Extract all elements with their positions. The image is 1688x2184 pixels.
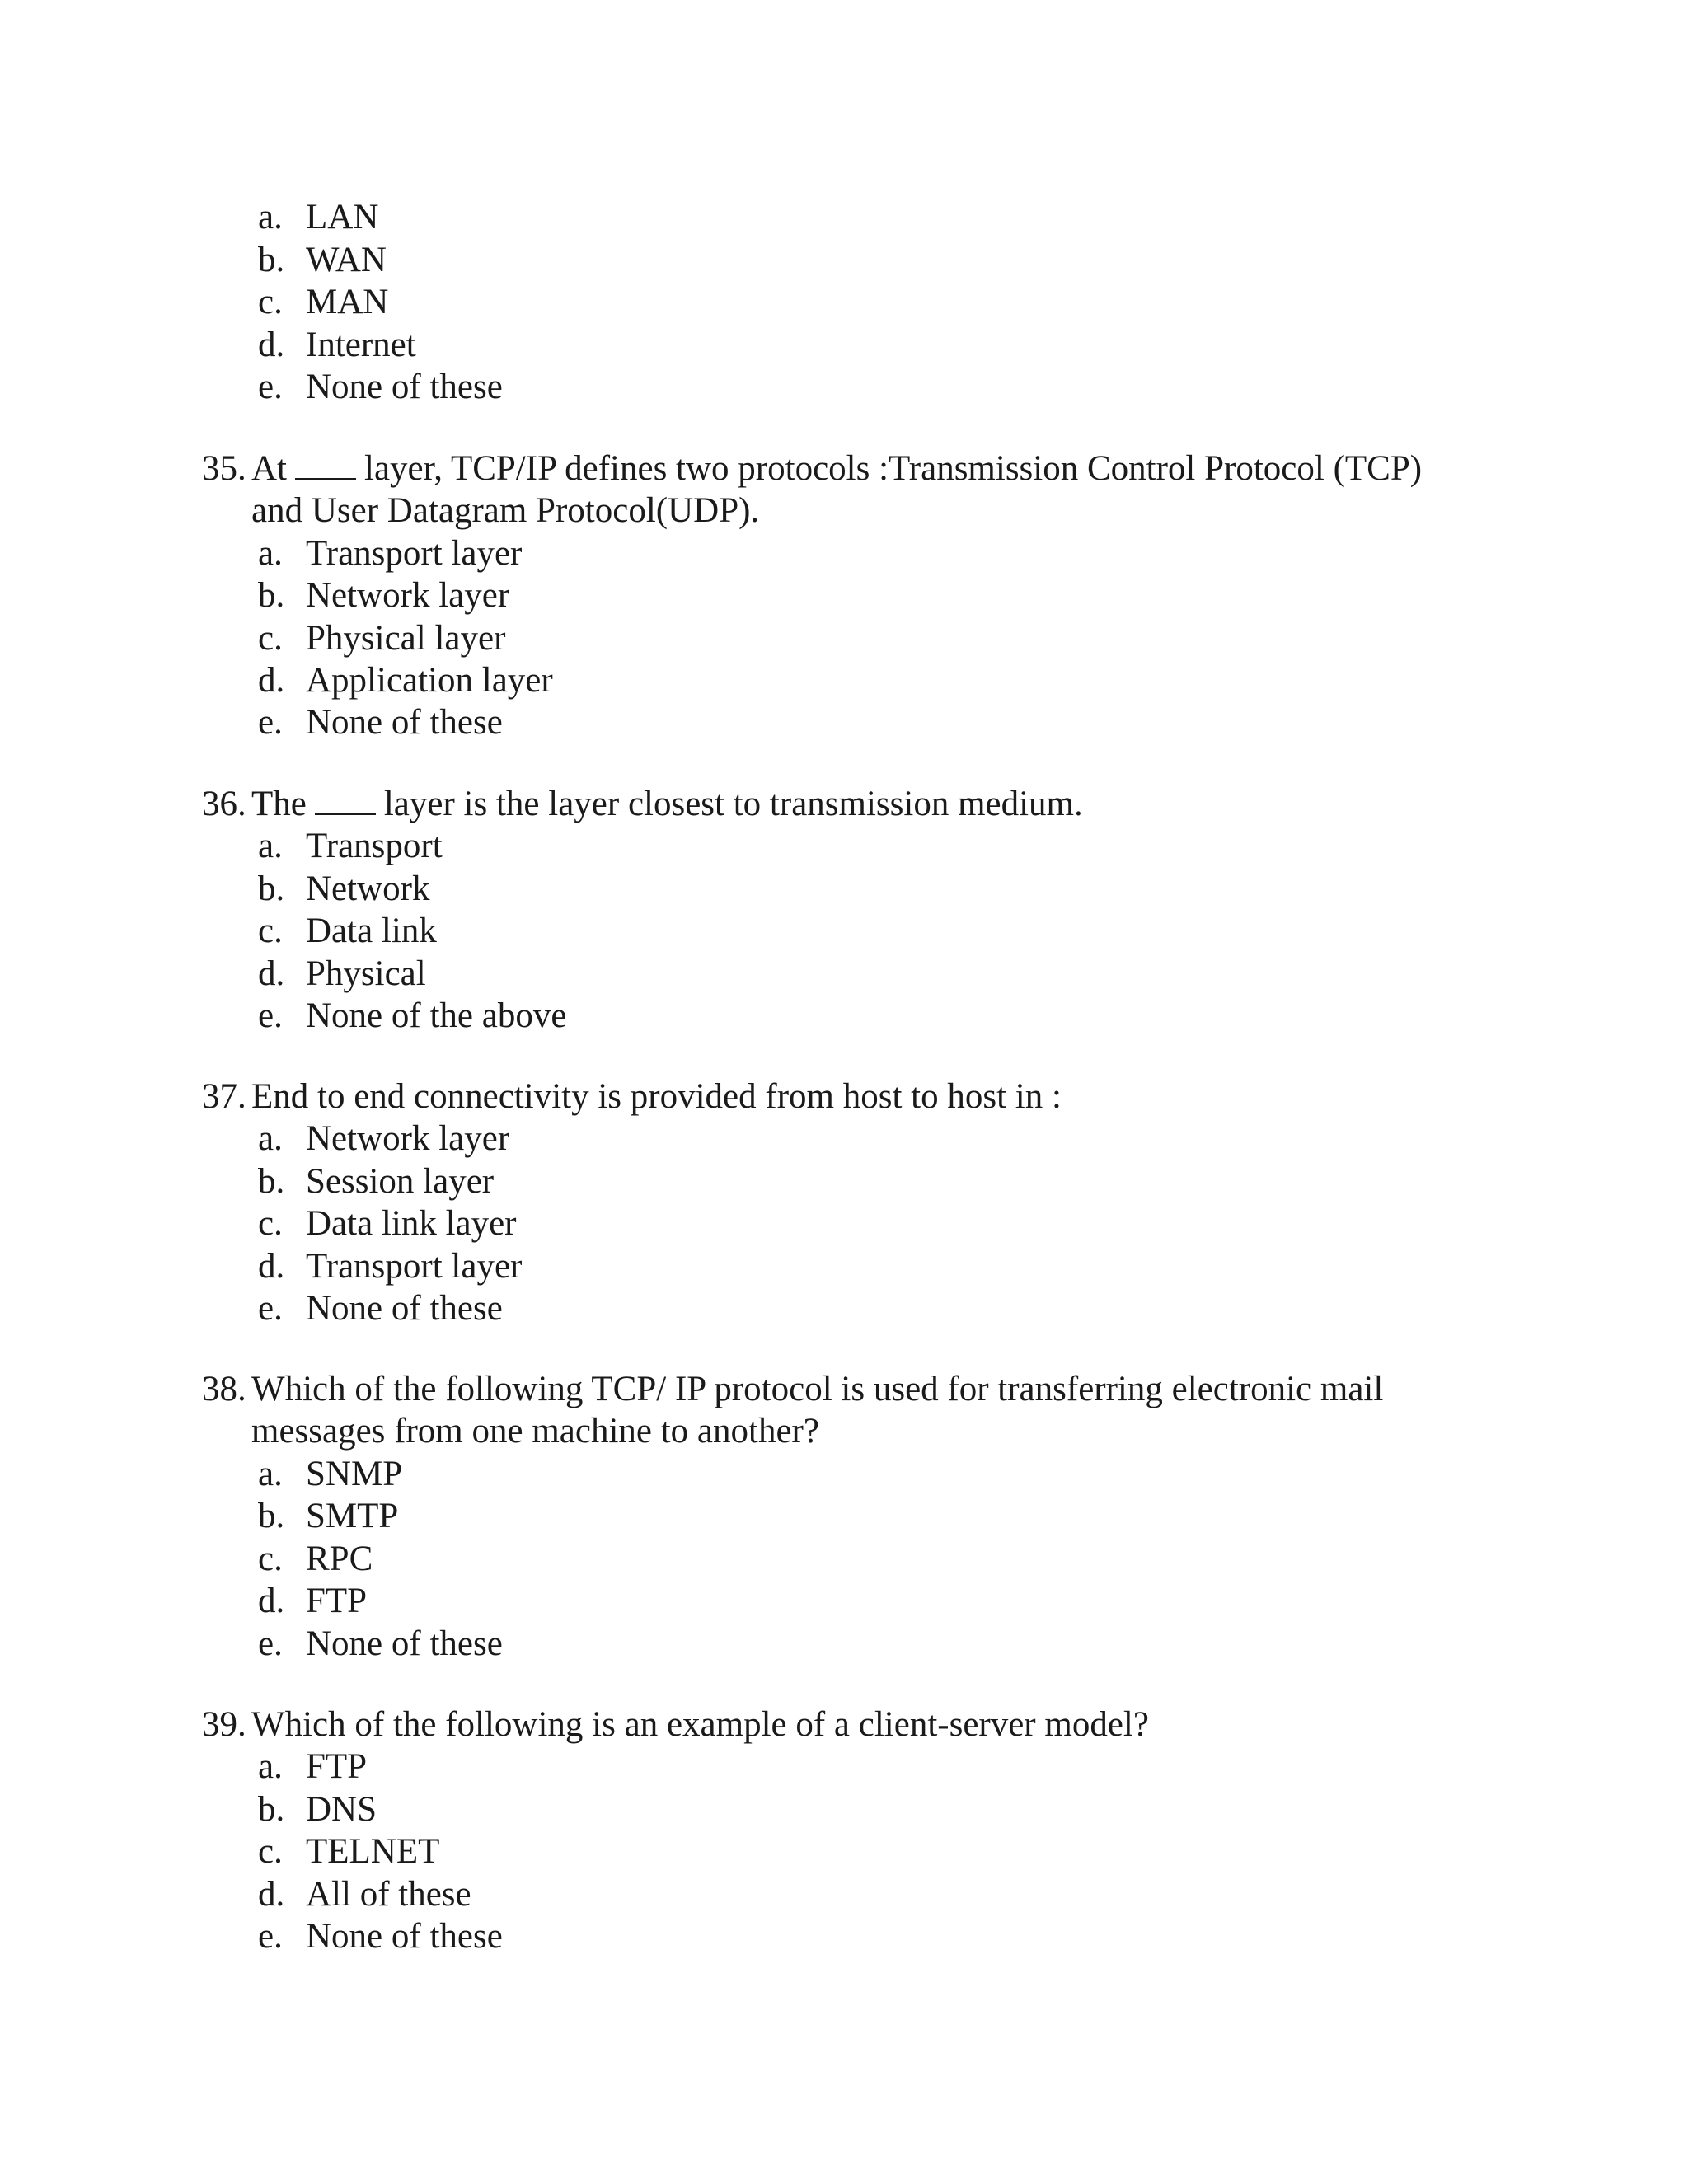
option-letter: c. xyxy=(258,619,283,658)
option-text: Internet xyxy=(306,326,416,364)
option-letter: d. xyxy=(258,1247,285,1286)
option-letter: c. xyxy=(258,1204,283,1243)
option-text: Data link xyxy=(306,912,437,950)
option-letter: a. xyxy=(258,1747,283,1786)
option-text: Physical layer xyxy=(306,619,506,658)
answer-blank xyxy=(295,450,356,480)
option-text: Transport xyxy=(306,827,443,865)
option-text: LAN xyxy=(306,198,379,237)
option-text: MAN xyxy=(306,283,389,321)
option-letter: d. xyxy=(258,1582,285,1620)
question-text-start: At xyxy=(251,449,287,488)
option-letter: e. xyxy=(258,1289,283,1328)
option-text: RPC xyxy=(306,1540,373,1578)
option-letter: c. xyxy=(258,1832,283,1871)
option-text: None of these xyxy=(306,703,503,742)
question-text xyxy=(251,448,1422,490)
option-letter: a. xyxy=(258,1119,283,1158)
option-text: Network xyxy=(306,869,430,908)
question-text: Which of the following is an example of a client-server model? xyxy=(251,1705,1149,1744)
option-text: Transport layer xyxy=(306,534,523,573)
option-text: TELNET xyxy=(306,1832,440,1871)
option-text: None of the above xyxy=(306,996,567,1035)
option-text: All of these xyxy=(306,1875,471,1914)
question-text-end: layer, TCP/IP defines two protocols :Transmission Control Protocol (TCP) xyxy=(364,449,1423,488)
option-text: Network layer xyxy=(306,576,510,615)
option-letter: b. xyxy=(258,1790,285,1829)
question-number: 37. xyxy=(202,1077,246,1116)
option-text: Data link layer xyxy=(306,1204,517,1243)
option-letter: b. xyxy=(258,1162,285,1201)
option-letter: e. xyxy=(258,703,283,742)
answer-blank xyxy=(315,785,376,815)
option-text: Transport layer xyxy=(306,1247,523,1286)
question-text: End to end connectivity is provided from host to host in : xyxy=(251,1077,1062,1116)
question-number: 39. xyxy=(202,1705,246,1744)
option-letter: e. xyxy=(258,996,283,1035)
option-letter: e. xyxy=(258,1917,283,1956)
option-text: None of these xyxy=(306,1289,503,1328)
option-letter: a. xyxy=(258,534,283,573)
option-letter: c. xyxy=(258,912,283,950)
option-letter: d. xyxy=(258,326,285,364)
option-letter: d. xyxy=(258,954,285,993)
option-text: None of these xyxy=(306,368,503,406)
option-text: Network layer xyxy=(306,1119,510,1158)
option-letter: c. xyxy=(258,1540,283,1578)
option-letter: a. xyxy=(258,827,283,865)
option-text: None of these xyxy=(306,1624,503,1663)
option-text: Application layer xyxy=(306,661,553,700)
option-letter: e. xyxy=(258,1624,283,1663)
option-text: FTP xyxy=(306,1582,368,1620)
question-text-start: The xyxy=(251,785,307,823)
option-text: DNS xyxy=(306,1790,377,1829)
option-letter: a. xyxy=(258,1455,283,1493)
question-text-end: layer is the layer closest to transmission medium. xyxy=(383,785,1083,823)
option-text: SMTP xyxy=(306,1497,399,1535)
option-letter: d. xyxy=(258,1875,285,1914)
question-text-continued: messages from one machine to another? xyxy=(251,1412,819,1451)
option-letter: b. xyxy=(258,241,285,279)
option-letter: c. xyxy=(258,283,283,321)
option-text: SNMP xyxy=(306,1455,403,1493)
question-number: 38. xyxy=(202,1370,246,1408)
option-letter: b. xyxy=(258,869,285,908)
option-text: None of these xyxy=(306,1917,503,1956)
question-number: 35. xyxy=(202,449,246,488)
option-text: FTP xyxy=(306,1747,368,1786)
question-text xyxy=(251,783,1083,826)
option-text: WAN xyxy=(306,241,387,279)
option-letter: b. xyxy=(258,576,285,615)
option-text: Physical xyxy=(306,954,426,993)
option-letter: a. xyxy=(258,198,283,237)
question-text: Which of the following TCP/ IP protocol is used for transferring electronic mail xyxy=(251,1370,1384,1408)
option-letter: b. xyxy=(258,1497,285,1535)
question-text-continued: and User Datagram Protocol(UDP). xyxy=(251,491,760,530)
option-letter: d. xyxy=(258,661,285,700)
option-letter: e. xyxy=(258,368,283,406)
option-text: Session layer xyxy=(306,1162,495,1201)
question-number: 36. xyxy=(202,785,246,823)
